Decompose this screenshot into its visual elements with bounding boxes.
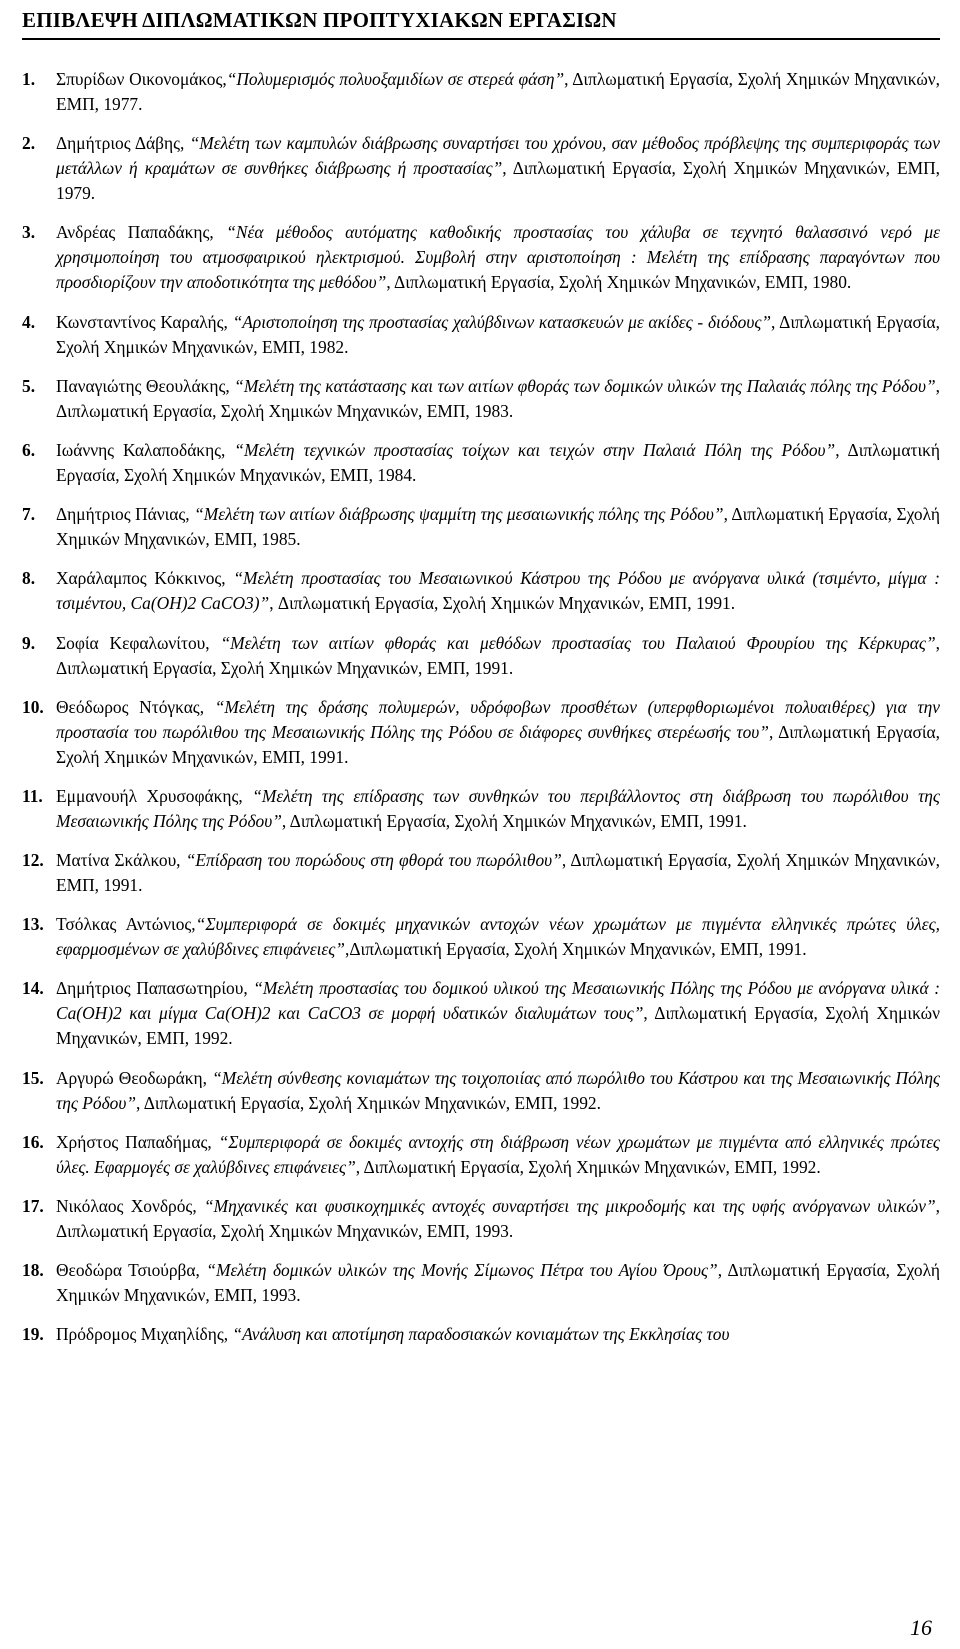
page-number: 16 [910,1615,932,1640]
entry-title: “Νέα μέθοδος αυτόματης καθοδικής προστασίας του χάλυβα σε τεχνητό θαλασσινό νερό με χρησιμοποίηση του ατμοσφαιρικού ηλεκτρισμού. Συμβολή στην αριστοποίηση : Μελέτη της επίδρασης παραγόντων που προσδιορίζουν την αποδοτικότητα της μεθόδου” [56,222,940,293]
thesis-entry [22,695,940,770]
entry-num: 7. [22,504,36,525]
entry-author: Παναγιώτης Θεουλάκης, [56,375,235,396]
entry-rest: , Διπλωματική Εργασία, Σχολή Χημικών Μηχανικών, ΕΜΠ, 1993. [56,1196,940,1241]
entry-title: “Μελέτη τεχνικών προστασίας τοίχων και τειχών στην Παλαιά Πόλη της Ρόδου” [234,439,836,460]
entry-author: Δημήτριος Παπασωτηρίου, [56,978,254,999]
thesis-entry [22,912,940,962]
entry-title: “Ανάλυση και αποτίμηση παραδοσιακών κονιαμάτων της Εκκλησίας του [232,1324,730,1345]
entry-title: “Μελέτη της κατάστασης και των αιτίων φθοράς των δομικών υλικών της Παλαιάς πόλης της Ρόδου” [234,375,936,396]
entry-rest: , Διπλωματική Εργασία, Σχολή Χημικών Μηχανικών, ΕΜΠ, 1991. [56,850,941,896]
entry-rest: , Διπλωματική Εργασία, Σχολή Χημικών Μηχανικών, ΕΜΠ, 1993. [56,1260,940,1306]
thesis-entry [22,502,940,552]
thesis-entry [22,131,940,206]
entry-title: “Μελέτη δομικών υλικών της Μονής Σίμωνος Πέτρα του Αγίου Όρους” [206,1260,718,1281]
entry-title: “Συμπεριφορά σε δοκιμές μηχανικών αντοχών νέων χρωμάτων με πιγμέντα ελληνικές πρώτες ύλες, εφαρμοσμένων σε χαλύβδινες επιφάνειες” [56,914,941,960]
thesis-entry [22,310,940,360]
entry-num: 4. [22,311,36,332]
thesis-entry [22,1258,940,1308]
entry-num: 3. [22,222,36,243]
thesis-entry [22,1322,940,1347]
entry-num: 5. [22,375,36,396]
entry-title: “Μελέτη των αιτίων φθοράς και μεθόδων προστασίας του Παλαιού Φρουρίου της Κέρκυρας” [220,632,936,653]
entry-title: “Μελέτη της δράσης πολυμερών, υδρόφοβων προσθέτων (υπερφθοριωμένοι πολυαιθέρες) για την προστασία του πωρόλιθου της Μεσαιωνικής Πόλης της Ρόδου σε διάφορες συνθήκες στερέωσής του” [56,696,940,742]
entry-title: “Μελέτη της επίδρασης των συνθηκών του περιβάλλοντος στη διάβρωση του πωρόλιθου της Μεσαιωνικής Πόλης της Ρόδου” [56,785,940,831]
entry-rest: , Διπλωματική Εργασία, Σχολή Χημικών Μηχανικών, ΕΜΠ, 1980. [386,272,852,293]
entry-num: 16. [22,1131,44,1152]
entry-author: Πρόδρομος Μιχαηλίδης, [56,1324,233,1345]
entry-title: “Μηχανικές και φυσικοχημικές αντοχές συναρτήσει της μικροδομής και της υφής ανόργανων υλικών” [203,1196,936,1216]
entry-num: 13. [22,914,44,935]
entry-author: Εμμανουήλ Χρυσοφάκης, [56,785,253,806]
page-header: ΕΠΙΒΛΕΨΗ ΔΙΠΛΩΜΑΤΙΚΩΝ ΠΡΟΠΤΥΧΙΑΚΩΝ ΕΡΓΑΣΙΩΝ [22,0,940,40]
thesis-entry [22,566,940,616]
entry-rest: , Διπλωματική Εργασία, Σχολή Χημικών Μηχανικών, ΕΜΠ, 1991. [56,632,940,678]
thesis-entry [22,1130,940,1180]
thesis-entry [22,848,940,898]
entry-num: 12. [22,850,44,871]
entry-author: Δημήτριος Δάβης, [56,133,190,154]
entry-author: Αργυρώ Θεοδωράκη, [56,1067,213,1088]
entry-author: Ματίνα Σκάλκου, [56,850,186,871]
thesis-entry [22,631,940,681]
entry-author: Χαράλαμπος Κόκκινος, [56,568,234,589]
entry-title: “Πολυμερισμός πολυοξαμιδίων σε στερεά φάση” [226,69,565,89]
entry-num: 17. [22,1196,44,1216]
entry-rest: , Διπλωματική Εργασία, Σχολή Χημικών Μηχανικών, ΕΜΠ, 1979. [56,158,940,204]
entry-num: 11. [22,785,43,806]
entry-num: 10. [22,696,44,717]
thesis-entry [22,220,940,295]
entry-num: 18. [22,1260,44,1281]
entry-author: Νικόλαος Χονδρός, [56,1196,204,1216]
thesis-entry [22,976,940,1051]
entry-author: Χρήστος Παπαδήμας, [56,1131,219,1152]
entry-title: “Συμπεριφορά σε δοκιμές αντοχής στη διάβρωση νέων χρωμάτων με πιγμέντα από ελληνικές πρώτες ύλες. Εφαρμογές σε χαλύβδινες επιφάνειες” [56,1131,940,1177]
thesis-entry [22,67,940,117]
entry-rest: , Διπλωματική Εργασία, Σχολή Χημικών Μηχανικών, ΕΜΠ, 1991. [269,593,736,614]
entry-author: Σοφία Κεφαλωνίτου, [56,632,221,653]
entry-num: 6. [22,439,36,460]
thesis-list [22,67,940,1347]
entry-author: Ανδρέας Παπαδάκης, [56,222,227,243]
entry-rest: , Διπλωματική Εργασία, Σχολή Χημικών Μηχανικών, ΕΜΠ, 1984. [56,439,940,485]
entry-num: 1. [22,69,36,89]
entry-title: “Μελέτη προστασίας του Μεσαιωνικού Κάστρου της Ρόδου με ανόργανα υλικά (τσιμέντο, μίγμα : τσιμέντου, Ca(OH)2 CaCO3)” [56,568,940,614]
thesis-entry [22,784,940,834]
entry-title: “Αριστοποίηση της προστασίας χαλύβδινων κατασκευών με ακίδες - διόδους” [232,311,772,332]
entry-author: Σπυρίδων Οικονομάκος, [56,69,227,89]
entry-rest: , Διπλωματική Εργασία, Σχολή Χημικών Μηχανικών, ΕΜΠ, 1991. [56,721,940,767]
entry-rest: , Διπλωματική Εργασία, Σχολή Χημικών Μηχανικών, ΕΜΠ, 1992. [56,1003,940,1049]
thesis-entry [22,1194,940,1244]
entry-author: Κωνσταντίνος Καραλής, [56,311,233,332]
entry-title: “Μελέτη των καμπυλών διάβρωσης συναρτήσει του χρόνου, σαν μέθοδος πρόβλεψης της συμπεριφοράς των μετάλλων ή κραμάτων σε συνθήκες διάβρωσης ή προστασίας” [56,133,940,179]
entry-num: 9. [22,632,36,653]
entry-title: “Μελέτη προστασίας του δομικού υλικού της Μεσαιωνικής Πόλης της Ρόδου με ανόργανα υλικά : Ca(OH)2 και μίγμα Ca(OH)2 και CaCO3 σε μορφή υδατικών διαλυμάτων τους” [56,978,940,1024]
entry-num: 14. [22,978,44,999]
entry-rest: , Διπλωματική Εργασία, Σχολή Χημικών Μηχανικών, ΕΜΠ, 1982. [56,311,940,357]
entry-rest: , Διπλωματική Εργασία, Σχολή Χημικών Μηχανικών, ΕΜΠ, 1992. [355,1156,821,1177]
entry-num: 8. [22,568,36,589]
entry-author: Ιωάννης Καλαποδάκης, [56,439,235,460]
entry-author: Τσόλκας Αντώνιος, [56,914,196,935]
entry-rest: , Διπλωματική Εργασία, Σχολή Χημικών Μηχανικών, ΕΜΠ, 1992. [136,1092,601,1113]
entry-num: 2. [22,133,36,154]
entry-title: “Μελέτη των αιτίων διάβρωσης ψαμμίτη της μεσαιωνικής πόλης της Ρόδου” [194,504,724,525]
entry-rest: , Διπλωματική Εργασία, Σχολή Χημικών Μηχανικών, ΕΜΠ, 1991. [281,810,747,831]
entry-author: Θεοδώρα Τσιούρβα, [56,1260,207,1281]
thesis-entry [22,374,940,424]
entry-rest: ,Διπλωματική Εργασία, Σχολή Χημικών Μηχανικών, ΕΜΠ, 1991. [344,939,807,960]
entry-title: “Επίδραση του πορώδους στη φθορά του πωρόλιθου” [185,850,562,871]
entry-author: Δημήτριος Πάνιας, [56,504,195,525]
entry-num: 19. [22,1324,44,1345]
thesis-entry [22,438,940,488]
entry-rest: , Διπλωματική Εργασία, Σχολή Χημικών Μηχανικών, ΕΜΠ, 1977. [56,69,941,114]
entry-rest: , Διπλωματική Εργασία, Σχολή Χημικών Μηχανικών, ΕΜΠ, 1985. [56,504,940,550]
thesis-entry [22,1066,940,1116]
entry-rest: , Διπλωματική Εργασία, Σχολή Χημικών Μηχανικών, ΕΜΠ, 1983. [56,375,940,421]
entry-num: 15. [22,1067,44,1088]
entry-author: Θεόδωρος Ντόγκας, [56,696,215,717]
entry-title: “Μελέτη σύνθεσης κονιαμάτων της τοιχοποιίας από πωρόλιθο του Κάστρου και της Μεσαιωνικής Πόλης της Ρόδου” [56,1067,940,1113]
